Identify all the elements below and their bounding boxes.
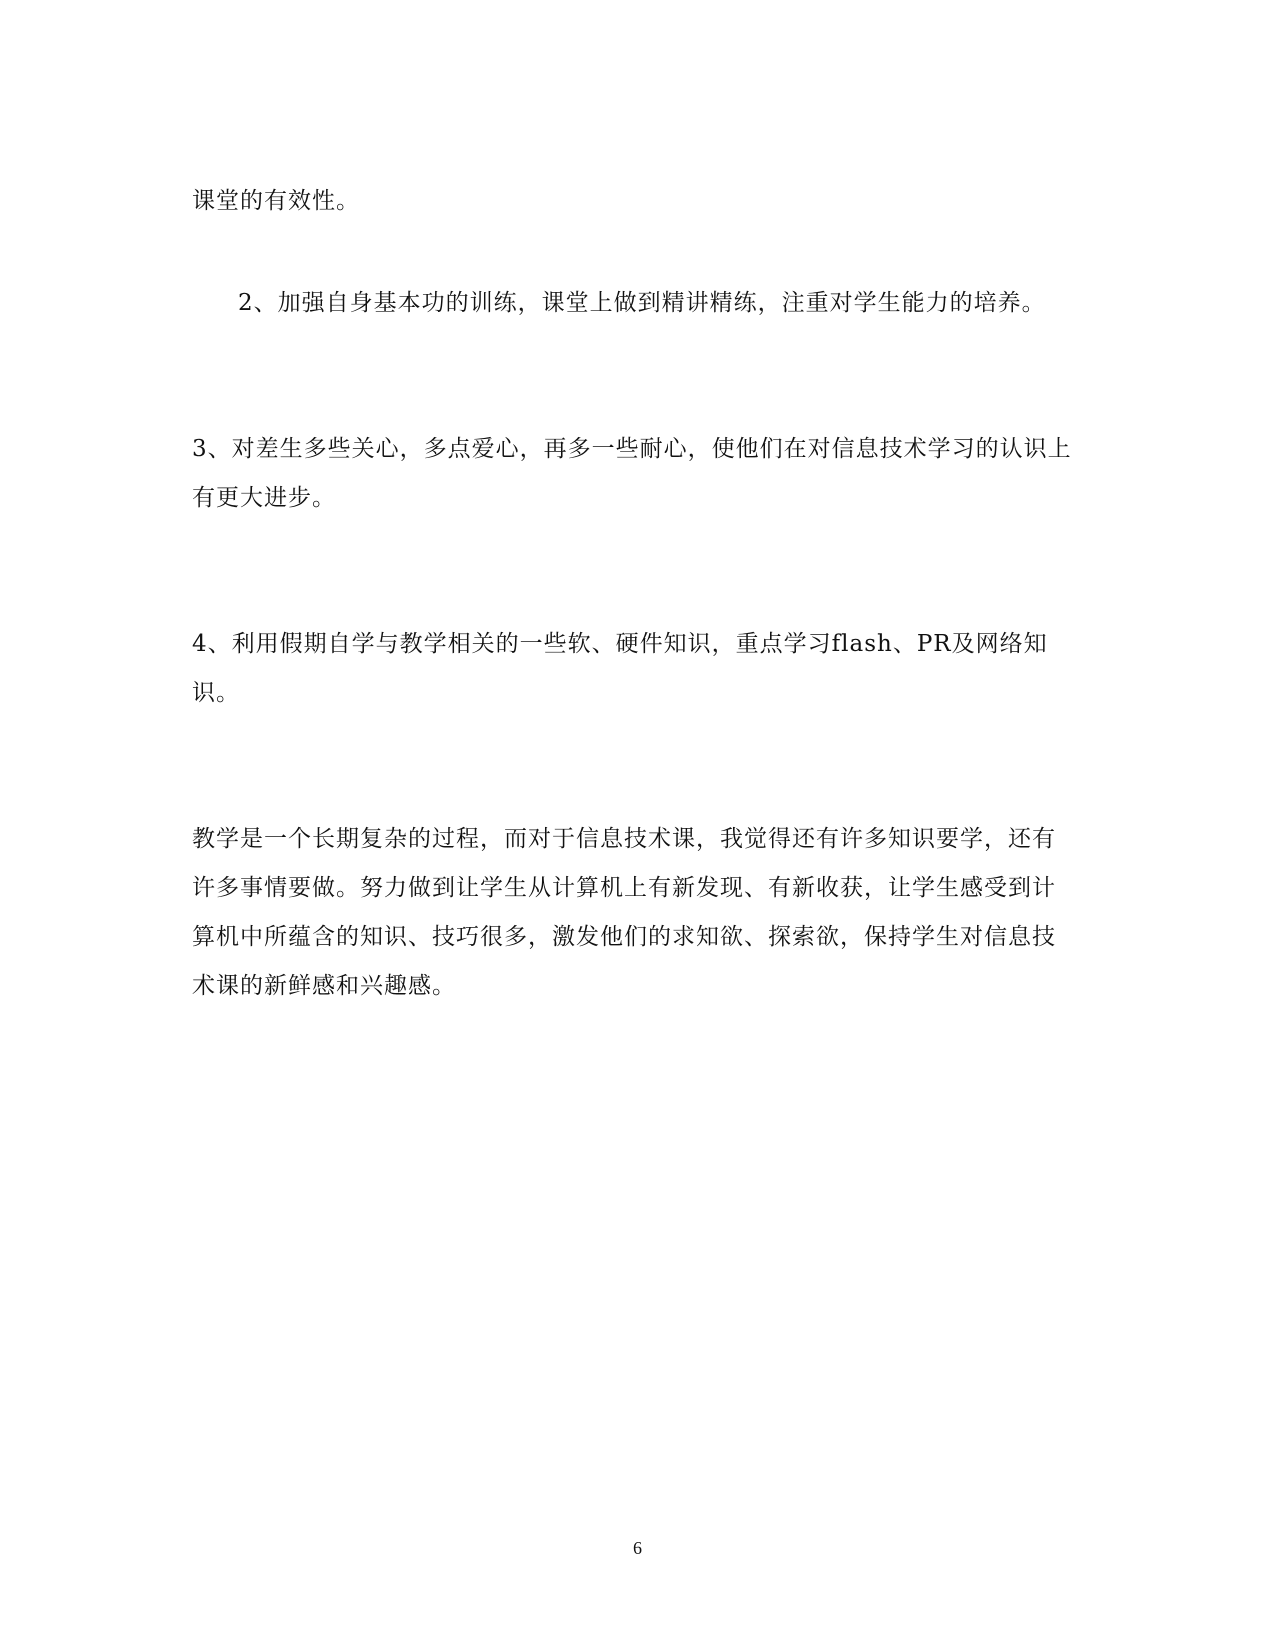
- paragraph-continuation: 课堂的有效性。: [192, 188, 360, 214]
- paragraph-item-4: 4、利用假期自学与教学相关的一些软、硬件知识，重点学习flash、PR及网络知识。: [192, 631, 1048, 706]
- page-number: 6: [633, 1538, 642, 1558]
- paragraph-item-3: 3、对差生多些关心，多点爱心，再多一些耐心，使他们在对信息技术学习的认识上有更大进步。: [192, 436, 1072, 511]
- paragraph-item-2: 2、加强自身基本功的训练，课堂上做到精讲精练，注重对学生能力的培养。: [238, 290, 1046, 316]
- paragraph-conclusion: 教学是一个长期复杂的过程，而对于信息技术课，我觉得还有许多知识要学，还有许多事情要做。努力做到让学生从计算机上有新发现、有新收获，让学生感受到计算机中所蕴含的知识、技巧很多，激发他们的求知欲、探索欲，保持学生对信息技术课的新鲜感和兴趣感。: [192, 826, 1056, 999]
